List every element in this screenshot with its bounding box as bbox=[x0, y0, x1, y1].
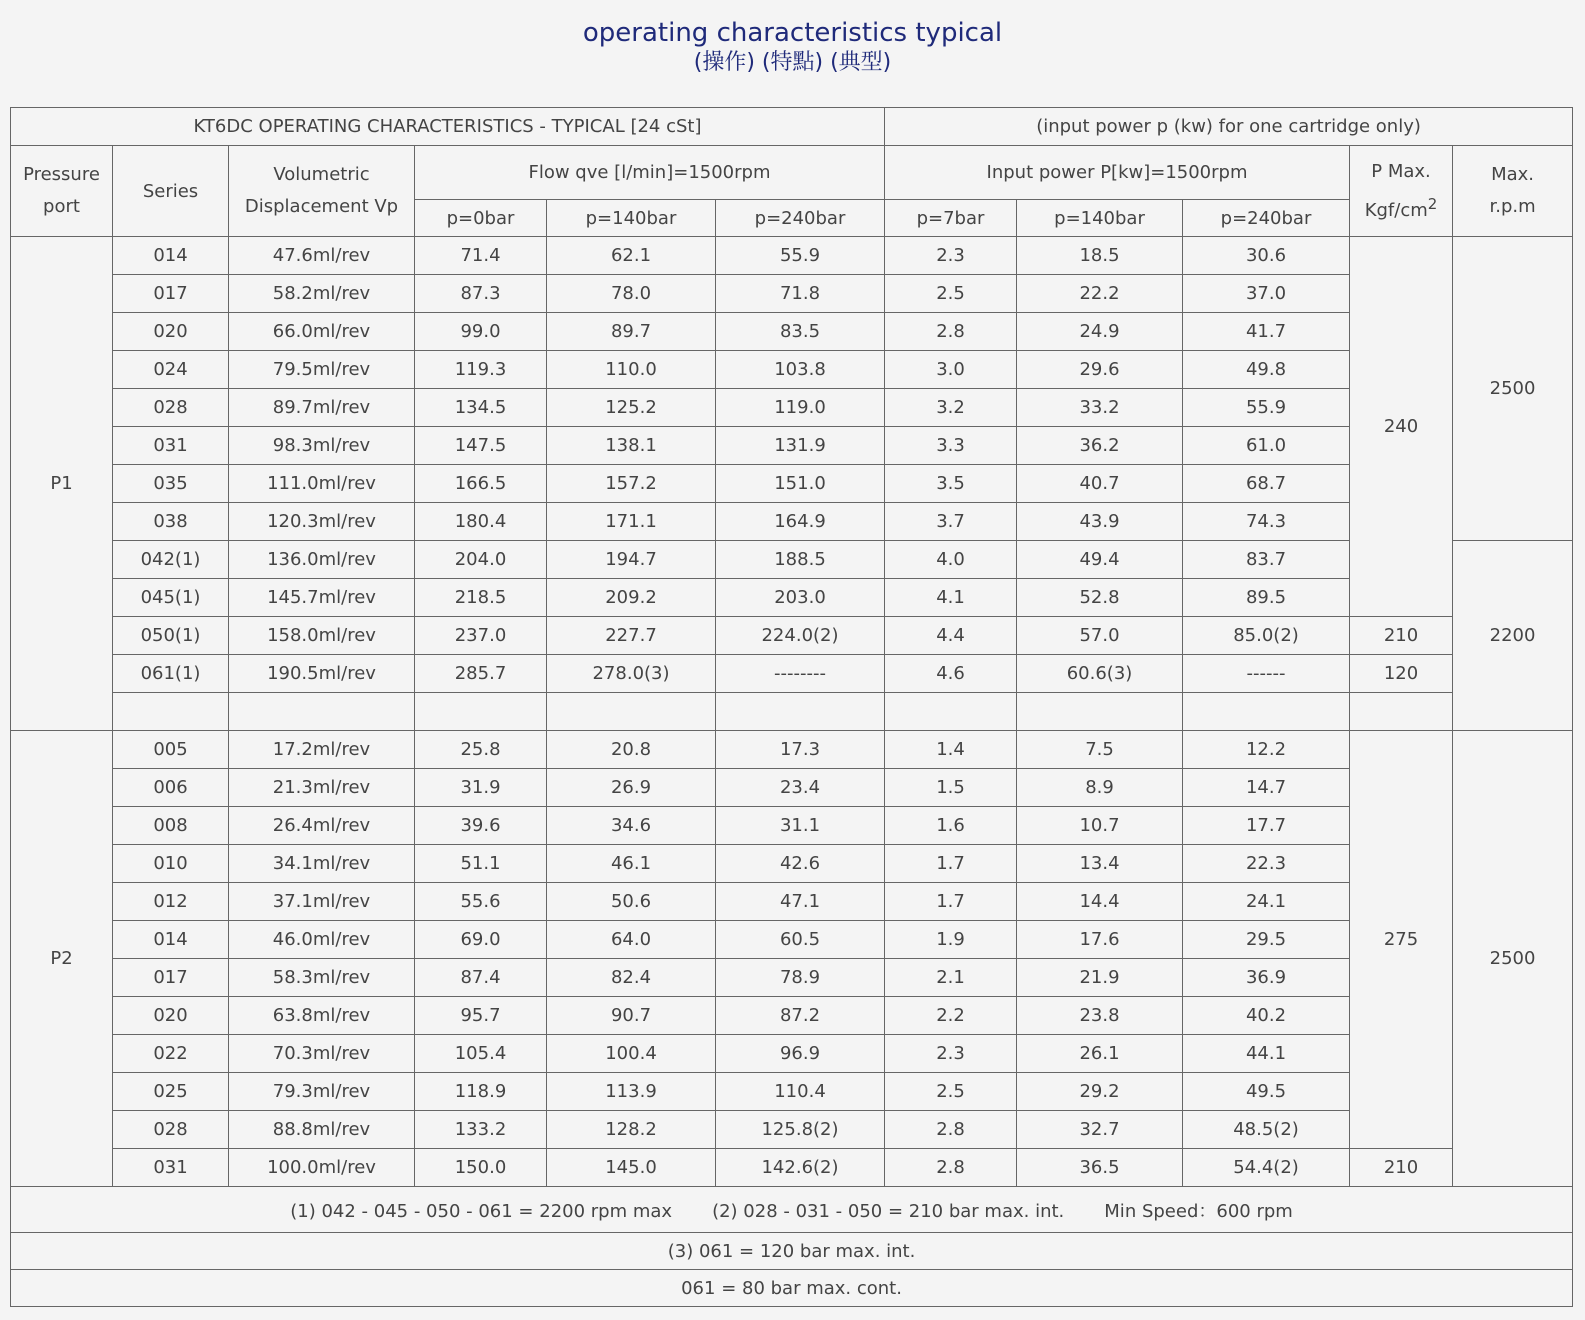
power-7-cell: 4.4 bbox=[885, 617, 1017, 655]
power-140-cell: 29.2 bbox=[1017, 1073, 1183, 1111]
table-row bbox=[11, 275, 1573, 313]
pmax-cell: 120 bbox=[1350, 655, 1453, 693]
power-240-cell: 49.5 bbox=[1183, 1073, 1350, 1111]
power-7-cell: 3.0 bbox=[885, 351, 1017, 389]
flow-0-cell: 204.0 bbox=[415, 541, 547, 579]
power-7-cell: 3.2 bbox=[885, 389, 1017, 427]
power-140-cell: 22.2 bbox=[1017, 275, 1183, 313]
power-140-cell: 40.7 bbox=[1017, 465, 1183, 503]
power-7-cell: 2.2 bbox=[885, 997, 1017, 1035]
flow-140-cell: 157.2 bbox=[547, 465, 716, 503]
power-240-cell: 30.6 bbox=[1183, 237, 1350, 275]
displacement-cell: 58.2ml/rev bbox=[229, 275, 415, 313]
flow-140-cell: 227.7 bbox=[547, 617, 716, 655]
flow-0-cell: 105.4 bbox=[415, 1035, 547, 1073]
table-row bbox=[11, 503, 1573, 541]
table-title-left: KT6DC OPERATING CHARACTERISTICS - TYPICAL [24 cSt] bbox=[11, 108, 885, 146]
displacement-cell: 88.8ml/rev bbox=[229, 1111, 415, 1149]
flow-240-cell: 17.3 bbox=[716, 731, 885, 769]
power-140-cell: 23.8 bbox=[1017, 997, 1183, 1035]
displacement-cell: 111.0ml/rev bbox=[229, 465, 415, 503]
power-7-cell: 3.7 bbox=[885, 503, 1017, 541]
series-cell: 017 bbox=[113, 275, 229, 313]
flow-0-cell: 25.8 bbox=[415, 731, 547, 769]
power-240-cell: ------ bbox=[1183, 655, 1350, 693]
power-240-cell: 40.2 bbox=[1183, 997, 1350, 1035]
power-240-cell: 37.0 bbox=[1183, 275, 1350, 313]
flow-0-cell: 71.4 bbox=[415, 237, 547, 275]
empty-cell bbox=[415, 693, 547, 731]
footnote-row bbox=[11, 1233, 1573, 1270]
table-row bbox=[11, 655, 1573, 693]
power-240-cell: 74.3 bbox=[1183, 503, 1350, 541]
table-row bbox=[11, 389, 1573, 427]
power-240-cell: 54.4(2) bbox=[1183, 1149, 1350, 1187]
series-cell: 017 bbox=[113, 959, 229, 997]
displacement-cell: 37.1ml/rev bbox=[229, 883, 415, 921]
table-row bbox=[11, 1149, 1573, 1187]
flow-0-cell: 166.5 bbox=[415, 465, 547, 503]
flow-240-cell: 119.0 bbox=[716, 389, 885, 427]
displacement-cell: 63.8ml/rev bbox=[229, 997, 415, 1035]
power-140-cell: 29.6 bbox=[1017, 351, 1183, 389]
header-pmax: P Max. Kgf/$cm^2$ bbox=[1350, 146, 1453, 237]
power-240-cell: 22.3 bbox=[1183, 845, 1350, 883]
power-140-cell: 21.9 bbox=[1017, 959, 1183, 997]
flow-0-cell: 118.9 bbox=[415, 1073, 547, 1111]
power-240-cell: 68.7 bbox=[1183, 465, 1350, 503]
table-row bbox=[11, 427, 1573, 465]
power-7-cell: 2.8 bbox=[885, 313, 1017, 351]
table-row-empty bbox=[11, 693, 1573, 731]
empty-cell bbox=[1017, 693, 1183, 731]
power-240-cell: 17.7 bbox=[1183, 807, 1350, 845]
flow-0-cell: 69.0 bbox=[415, 921, 547, 959]
header-flow-group: Flow qve [l/min]=1500rpm bbox=[415, 146, 885, 200]
flow-240-cell: 203.0 bbox=[716, 579, 885, 617]
flow-240-cell: 151.0 bbox=[716, 465, 885, 503]
power-240-cell: 44.1 bbox=[1183, 1035, 1350, 1073]
series-cell: 038 bbox=[113, 503, 229, 541]
pmax-cell: 210 bbox=[1350, 1149, 1453, 1187]
characteristics-table bbox=[10, 107, 1573, 1307]
power-7-cell: 2.1 bbox=[885, 959, 1017, 997]
power-240-cell: 83.7 bbox=[1183, 541, 1350, 579]
displacement-cell: 47.6ml/rev bbox=[229, 237, 415, 275]
flow-240-cell: 60.5 bbox=[716, 921, 885, 959]
series-cell: 028 bbox=[113, 389, 229, 427]
power-7-cell: 2.5 bbox=[885, 275, 1017, 313]
power-7-cell: 1.7 bbox=[885, 845, 1017, 883]
subheader-power-240: p=240bar bbox=[1183, 200, 1350, 237]
empty-cell bbox=[1350, 693, 1453, 731]
table-row bbox=[11, 807, 1573, 845]
power-7-cell: 4.0 bbox=[885, 541, 1017, 579]
table-row bbox=[11, 845, 1573, 883]
power-7-cell: 3.5 bbox=[885, 465, 1017, 503]
page-title: operating characteristics typical bbox=[582, 18, 1003, 48]
pressure-port-cell: P1 bbox=[11, 237, 113, 731]
flow-140-cell: 82.4 bbox=[547, 959, 716, 997]
displacement-cell: 100.0ml/rev bbox=[229, 1149, 415, 1187]
empty-cell bbox=[547, 693, 716, 731]
header-max-rpm: Max. r.p.m bbox=[1453, 146, 1573, 237]
flow-240-cell: 83.5 bbox=[716, 313, 885, 351]
displacement-cell: 21.3ml/rev bbox=[229, 769, 415, 807]
flow-140-cell: 46.1 bbox=[547, 845, 716, 883]
footnote-row bbox=[11, 1187, 1573, 1233]
series-cell: 031 bbox=[113, 1149, 229, 1187]
displacement-cell: 158.0ml/rev bbox=[229, 617, 415, 655]
flow-140-cell: 20.8 bbox=[547, 731, 716, 769]
power-240-cell: 61.0 bbox=[1183, 427, 1350, 465]
flow-0-cell: 87.3 bbox=[415, 275, 547, 313]
power-140-cell: 49.4 bbox=[1017, 541, 1183, 579]
flow-140-cell: 26.9 bbox=[547, 769, 716, 807]
power-140-cell: 13.4 bbox=[1017, 845, 1183, 883]
flow-240-cell: 71.8 bbox=[716, 275, 885, 313]
flow-0-cell: 95.7 bbox=[415, 997, 547, 1035]
table-row bbox=[11, 617, 1573, 655]
flow-140-cell: 90.7 bbox=[547, 997, 716, 1035]
displacement-cell: 58.3ml/rev bbox=[229, 959, 415, 997]
power-140-cell: 36.5 bbox=[1017, 1149, 1183, 1187]
min-speed-note: Min Speed：600 rpm bbox=[1104, 1200, 1293, 1222]
power-140-cell: 43.9 bbox=[1017, 503, 1183, 541]
flow-240-cell: 87.2 bbox=[716, 997, 885, 1035]
power-140-cell: 36.2 bbox=[1017, 427, 1183, 465]
displacement-cell: 26.4ml/rev bbox=[229, 807, 415, 845]
pmax-cell: 275 bbox=[1350, 731, 1453, 1149]
flow-240-cell: 188.5 bbox=[716, 541, 885, 579]
displacement-cell: 89.7ml/rev bbox=[229, 389, 415, 427]
subheader-flow-0: p=0bar bbox=[415, 200, 547, 237]
page-subtitle: (操作) (特點) (典型) bbox=[693, 50, 892, 75]
subheader-flow-140: p=140bar bbox=[547, 200, 716, 237]
power-240-cell: 12.2 bbox=[1183, 731, 1350, 769]
page-header bbox=[0, 0, 1585, 89]
pressure-port-cell: P2 bbox=[11, 731, 113, 1187]
power-240-cell: 49.8 bbox=[1183, 351, 1350, 389]
series-cell: 010 bbox=[113, 845, 229, 883]
flow-240-cell: 78.9 bbox=[716, 959, 885, 997]
power-140-cell: 60.6(3) bbox=[1017, 655, 1183, 693]
series-cell: 022 bbox=[113, 1035, 229, 1073]
power-140-cell: 32.7 bbox=[1017, 1111, 1183, 1149]
flow-140-cell: 34.6 bbox=[547, 807, 716, 845]
series-cell: 028 bbox=[113, 1111, 229, 1149]
empty-cell bbox=[229, 693, 415, 731]
displacement-cell: 79.3ml/rev bbox=[229, 1073, 415, 1111]
flow-0-cell: 133.2 bbox=[415, 1111, 547, 1149]
flow-240-cell: 23.4 bbox=[716, 769, 885, 807]
series-cell: 024 bbox=[113, 351, 229, 389]
table-row bbox=[11, 1035, 1573, 1073]
table-row bbox=[11, 1111, 1573, 1149]
flow-240-cell: 31.1 bbox=[716, 807, 885, 845]
series-cell: 006 bbox=[113, 769, 229, 807]
series-cell: 061(1) bbox=[113, 655, 229, 693]
flow-240-cell: 47.1 bbox=[716, 883, 885, 921]
header-pressure-port: Pressure port bbox=[11, 146, 113, 237]
subheader-flow-240: p=240bar bbox=[716, 200, 885, 237]
footnote-cell bbox=[11, 1187, 1573, 1233]
flow-140-cell: 50.6 bbox=[547, 883, 716, 921]
empty-cell bbox=[1183, 693, 1350, 731]
power-240-cell: 29.5 bbox=[1183, 921, 1350, 959]
power-240-cell: 89.5 bbox=[1183, 579, 1350, 617]
displacement-cell: 98.3ml/rev bbox=[229, 427, 415, 465]
power-140-cell: 7.5 bbox=[1017, 731, 1183, 769]
power-7-cell: 3.3 bbox=[885, 427, 1017, 465]
flow-140-cell: 64.0 bbox=[547, 921, 716, 959]
power-140-cell: 52.8 bbox=[1017, 579, 1183, 617]
displacement-cell: 190.5ml/rev bbox=[229, 655, 415, 693]
footnote-2: (2) 028 - 031 - 050 = 210 bar max. int. bbox=[712, 1200, 1065, 1222]
subheader-power-7: p=7bar bbox=[885, 200, 1017, 237]
power-140-cell: 18.5 bbox=[1017, 237, 1183, 275]
power-140-cell: 8.9 bbox=[1017, 769, 1183, 807]
header-displacement: Volumetric Displacement Vp bbox=[229, 146, 415, 237]
table-row bbox=[11, 883, 1573, 921]
power-240-cell: 14.7 bbox=[1183, 769, 1350, 807]
power-7-cell: 1.5 bbox=[885, 769, 1017, 807]
series-cell: 020 bbox=[113, 313, 229, 351]
flow-140-cell: 171.1 bbox=[547, 503, 716, 541]
flow-140-cell: 125.2 bbox=[547, 389, 716, 427]
series-cell: 035 bbox=[113, 465, 229, 503]
power-7-cell: 1.6 bbox=[885, 807, 1017, 845]
displacement-cell: 34.1ml/rev bbox=[229, 845, 415, 883]
series-cell: 045(1) bbox=[113, 579, 229, 617]
table-title-right: (input power p (kw) for one cartridge only) bbox=[885, 108, 1573, 146]
displacement-cell: 70.3ml/rev bbox=[229, 1035, 415, 1073]
flow-140-cell: 278.0(3) bbox=[547, 655, 716, 693]
displacement-cell: 66.0ml/rev bbox=[229, 313, 415, 351]
series-cell: 020 bbox=[113, 997, 229, 1035]
power-140-cell: 33.2 bbox=[1017, 389, 1183, 427]
series-cell: 025 bbox=[113, 1073, 229, 1111]
displacement-cell: 17.2ml/rev bbox=[229, 731, 415, 769]
displacement-cell: 145.7ml/rev bbox=[229, 579, 415, 617]
footnote-4: 061 = 80 bar max. cont. bbox=[11, 1270, 1573, 1307]
power-240-cell: 48.5(2) bbox=[1183, 1111, 1350, 1149]
flow-140-cell: 78.0 bbox=[547, 275, 716, 313]
power-240-cell: 36.9 bbox=[1183, 959, 1350, 997]
displacement-cell: 120.3ml/rev bbox=[229, 503, 415, 541]
series-cell: 008 bbox=[113, 807, 229, 845]
table-row bbox=[11, 731, 1573, 769]
table-row bbox=[11, 959, 1573, 997]
flow-240-cell: 125.8(2) bbox=[716, 1111, 885, 1149]
table-title-row bbox=[11, 108, 1573, 146]
header-power-group: Input power P[kw]=1500rpm bbox=[885, 146, 1350, 200]
flow-240-cell: 131.9 bbox=[716, 427, 885, 465]
flow-140-cell: 209.2 bbox=[547, 579, 716, 617]
table-row bbox=[11, 769, 1573, 807]
flow-240-cell: 110.4 bbox=[716, 1073, 885, 1111]
power-7-cell: 1.7 bbox=[885, 883, 1017, 921]
table-row bbox=[11, 1073, 1573, 1111]
footnote-1: (1) 042 - 045 - 050 - 061 = 2200 rpm max bbox=[290, 1200, 673, 1222]
flow-0-cell: 99.0 bbox=[415, 313, 547, 351]
flow-140-cell: 194.7 bbox=[547, 541, 716, 579]
header-row bbox=[11, 146, 1573, 200]
footnote-row bbox=[11, 1270, 1573, 1307]
displacement-cell: 46.0ml/rev bbox=[229, 921, 415, 959]
flow-240-cell: 103.8 bbox=[716, 351, 885, 389]
flow-0-cell: 39.6 bbox=[415, 807, 547, 845]
power-140-cell: 24.9 bbox=[1017, 313, 1183, 351]
flow-140-cell: 145.0 bbox=[547, 1149, 716, 1187]
flow-240-cell: 55.9 bbox=[716, 237, 885, 275]
power-7-cell: 2.5 bbox=[885, 1073, 1017, 1111]
empty-cell bbox=[716, 693, 885, 731]
flow-240-cell: 224.0(2) bbox=[716, 617, 885, 655]
power-240-cell: 41.7 bbox=[1183, 313, 1350, 351]
pmax-cell: 240 bbox=[1350, 237, 1453, 617]
flow-0-cell: 150.0 bbox=[415, 1149, 547, 1187]
power-140-cell: 14.4 bbox=[1017, 883, 1183, 921]
power-7-cell: 2.8 bbox=[885, 1111, 1017, 1149]
series-cell: 042(1) bbox=[113, 541, 229, 579]
flow-0-cell: 51.1 bbox=[415, 845, 547, 883]
flow-240-cell: 142.6(2) bbox=[716, 1149, 885, 1187]
table-row bbox=[11, 541, 1573, 579]
flow-0-cell: 180.4 bbox=[415, 503, 547, 541]
table-row bbox=[11, 579, 1573, 617]
subheader-power-140: p=140bar bbox=[1017, 200, 1183, 237]
series-cell: 005 bbox=[113, 731, 229, 769]
flow-0-cell: 147.5 bbox=[415, 427, 547, 465]
table-row bbox=[11, 237, 1573, 275]
power-7-cell: 4.6 bbox=[885, 655, 1017, 693]
flow-0-cell: 31.9 bbox=[415, 769, 547, 807]
displacement-cell: 79.5ml/rev bbox=[229, 351, 415, 389]
power-7-cell: 4.1 bbox=[885, 579, 1017, 617]
flow-0-cell: 218.5 bbox=[415, 579, 547, 617]
footnote-3: (3) 061 = 120 bar max. int. bbox=[11, 1233, 1573, 1270]
flow-0-cell: 285.7 bbox=[415, 655, 547, 693]
flow-240-cell: 96.9 bbox=[716, 1035, 885, 1073]
displacement-cell: 136.0ml/rev bbox=[229, 541, 415, 579]
flow-140-cell: 128.2 bbox=[547, 1111, 716, 1149]
max-rpm-cell: 2200 bbox=[1453, 541, 1573, 731]
header-series: Series bbox=[113, 146, 229, 237]
flow-0-cell: 119.3 bbox=[415, 351, 547, 389]
power-7-cell: 2.3 bbox=[885, 1035, 1017, 1073]
table-row bbox=[11, 465, 1573, 503]
empty-cell bbox=[113, 693, 229, 731]
table-row bbox=[11, 921, 1573, 959]
flow-140-cell: 100.4 bbox=[547, 1035, 716, 1073]
power-240-cell: 55.9 bbox=[1183, 389, 1350, 427]
series-cell: 014 bbox=[113, 921, 229, 959]
max-rpm-cell: 2500 bbox=[1453, 731, 1573, 1187]
flow-0-cell: 87.4 bbox=[415, 959, 547, 997]
flow-140-cell: 62.1 bbox=[547, 237, 716, 275]
flow-140-cell: 89.7 bbox=[547, 313, 716, 351]
power-140-cell: 57.0 bbox=[1017, 617, 1183, 655]
flow-0-cell: 134.5 bbox=[415, 389, 547, 427]
max-rpm-cell: 2500 bbox=[1453, 237, 1573, 541]
power-7-cell: 1.4 bbox=[885, 731, 1017, 769]
pmax-cell: 210 bbox=[1350, 617, 1453, 655]
power-240-cell: 85.0(2) bbox=[1183, 617, 1350, 655]
table-row bbox=[11, 997, 1573, 1035]
table-row bbox=[11, 313, 1573, 351]
flow-0-cell: 55.6 bbox=[415, 883, 547, 921]
power-240-cell: 24.1 bbox=[1183, 883, 1350, 921]
flow-140-cell: 113.9 bbox=[547, 1073, 716, 1111]
table-row bbox=[11, 351, 1573, 389]
power-140-cell: 17.6 bbox=[1017, 921, 1183, 959]
flow-140-cell: 110.0 bbox=[547, 351, 716, 389]
flow-140-cell: 138.1 bbox=[547, 427, 716, 465]
series-cell: 050(1) bbox=[113, 617, 229, 655]
power-7-cell: 2.3 bbox=[885, 237, 1017, 275]
power-140-cell: 10.7 bbox=[1017, 807, 1183, 845]
empty-cell bbox=[885, 693, 1017, 731]
series-cell: 031 bbox=[113, 427, 229, 465]
flow-240-cell: 42.6 bbox=[716, 845, 885, 883]
flow-240-cell: -------- bbox=[716, 655, 885, 693]
power-7-cell: 1.9 bbox=[885, 921, 1017, 959]
flow-0-cell: 237.0 bbox=[415, 617, 547, 655]
power-7-cell: 2.8 bbox=[885, 1149, 1017, 1187]
power-140-cell: 26.1 bbox=[1017, 1035, 1183, 1073]
flow-240-cell: 164.9 bbox=[716, 503, 885, 541]
series-cell: 014 bbox=[113, 237, 229, 275]
series-cell: 012 bbox=[113, 883, 229, 921]
